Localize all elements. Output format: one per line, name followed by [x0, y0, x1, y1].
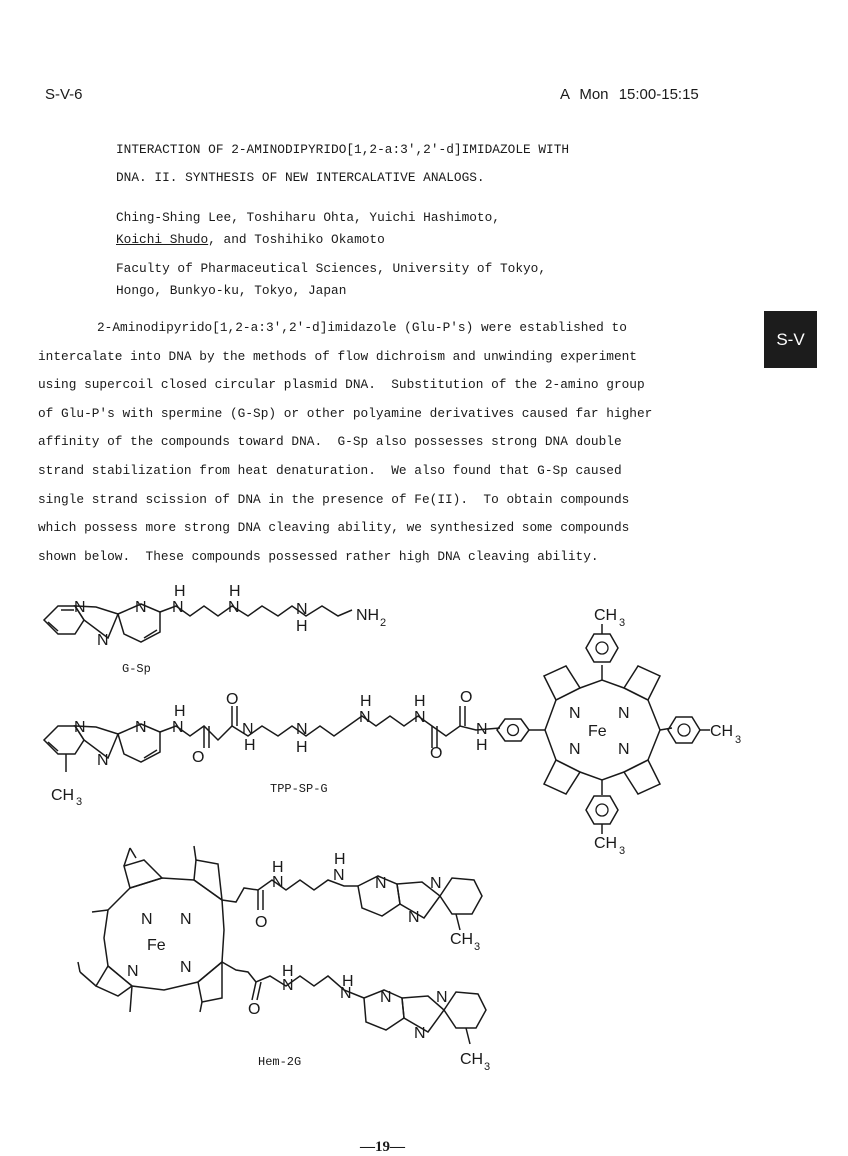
atom-n: N [375, 875, 387, 892]
atom-subscript: 3 [474, 941, 481, 953]
atom-fe: Fe [588, 723, 607, 740]
session-time: A Mon 15:00-15:15 [560, 86, 699, 103]
atom-fe: Fe [147, 937, 166, 954]
atom-subscript: 3 [619, 845, 626, 857]
abstract-line: intercalate into DNA by the methods of flow dichroism and unwinding experiment [38, 348, 637, 364]
atom-n: N [359, 709, 371, 726]
abstract-line: affinity of the compounds toward DNA. G-Sp also possesses strong DNA double [38, 434, 622, 450]
atom-o: O [248, 1001, 261, 1018]
structure-g-sp [44, 583, 386, 649]
title-line-1: INTERACTION OF 2-AMINODIPYRIDO[1,2-a:3',2'-d]IMIDAZOLE WITH [116, 142, 570, 157]
atom-nh: NH [356, 607, 380, 624]
atom-h: H [476, 737, 488, 754]
pyridine-ring-2 [440, 878, 482, 914]
abstract-line: shown below. These compounds possessed rather high DNA cleaving ability. [38, 548, 599, 564]
phenyl-ring [586, 634, 618, 662]
title-line-2: DNA. II. SYNTHESIS OF NEW INTERCALATIVE ANALOGS. [116, 170, 485, 185]
atom-h: H [360, 693, 372, 710]
atom-n: N [135, 599, 147, 616]
compound-label-g-sp: G-Sp [122, 662, 151, 676]
atom-n: N [436, 989, 448, 1006]
atom-n: N [97, 632, 109, 649]
atom-n: N [476, 721, 488, 738]
atom-n: N [97, 752, 109, 769]
atom-h: H [334, 851, 346, 868]
atom-n: N [74, 719, 86, 736]
atom-n: N [569, 741, 581, 758]
atom-h: H [174, 583, 186, 600]
atom-h: H [296, 739, 308, 756]
atom-n: N [414, 709, 426, 726]
atom-h: H [296, 618, 308, 635]
atom-ch: CH [51, 787, 75, 804]
atom-n: N [340, 985, 352, 1002]
atom-h: H [229, 583, 241, 600]
atom-o: O [430, 745, 443, 762]
phenyl-ring [586, 796, 618, 824]
atom-n: N [180, 911, 192, 928]
atom-n: N [408, 909, 420, 926]
atom-h: H [414, 693, 426, 710]
atom-n: N [228, 599, 240, 616]
atom-n: N [272, 874, 284, 891]
atom-h: H [282, 963, 294, 980]
atom-ch: CH [594, 835, 618, 852]
pyridine-ring-2 [444, 992, 486, 1028]
heme-core [78, 846, 224, 1012]
atom-h: H [342, 973, 354, 990]
atom-ch: CH [594, 607, 618, 624]
atom-n: N [242, 721, 254, 738]
atom-h: H [272, 859, 284, 876]
atom-n: N [618, 741, 630, 758]
atom-n: N [172, 599, 184, 616]
atom-n: N [430, 875, 442, 892]
structure-tpp-sp-g [44, 607, 741, 857]
atom-h: H [244, 737, 256, 754]
atom-n: N [380, 989, 392, 1006]
atom-n: N [74, 599, 86, 616]
atom-n: N [180, 959, 192, 976]
atom-subscript: 3 [76, 796, 83, 808]
atom-n: N [141, 911, 153, 928]
abstract-line: of Glu-P's with spermine (G-Sp) or other polyamine derivatives caused far higher [38, 405, 653, 421]
atom-o: O [226, 691, 239, 708]
authors-line-2-rest: , and Toshihiko Okamoto [208, 232, 385, 247]
abstract-line: which possess more strong DNA cleaving ability, we synthesized some compounds [38, 520, 630, 536]
atom-o: O [255, 914, 268, 931]
abstract-line: single strand scission of DNA in the presence of Fe(II). To obtain compounds [38, 491, 630, 507]
atom-n: N [569, 705, 581, 722]
atom-ch: CH [450, 931, 474, 948]
session-code: S-V-6 [45, 86, 83, 103]
structure-hem-2g [78, 846, 490, 1073]
atom-subscript: 3 [619, 617, 626, 629]
atom-n: N [333, 867, 345, 884]
abstract-line: strand stabilization from heat denaturation. We also found that G-Sp caused [38, 462, 622, 478]
atom-o: O [460, 689, 473, 706]
atom-n: N [618, 705, 630, 722]
authors-line-1: Ching-Shing Lee, Toshiharu Ohta, Yuichi Hashimoto, [116, 210, 500, 225]
phenyl-ring [668, 717, 700, 743]
atom-subscript: 3 [484, 1061, 491, 1073]
atom-n: N [414, 1025, 426, 1042]
porphyrin-core [544, 665, 672, 795]
abstract-line: using supercoil closed circular plasmid DNA. Substitution of the 2-amino group [38, 377, 645, 393]
presenting-author: Koichi Shudo [116, 232, 209, 247]
compound-label-tpp-sp-g: TPP-SP-G [270, 782, 328, 796]
atom-n: N [135, 719, 147, 736]
atom-h: H [174, 703, 186, 720]
atom-n: N [296, 721, 308, 738]
atom-n: N [296, 601, 308, 618]
atom-ch: CH [460, 1051, 484, 1068]
phenyl-ring [497, 719, 529, 741]
atom-subscript: 3 [735, 734, 742, 746]
affiliation-line-1: Faculty of Pharmaceutical Sciences, University of Tokyo, [116, 261, 547, 276]
affiliation-line-2: Hongo, Bunkyo-ku, Tokyo, Japan [116, 283, 347, 298]
atom-n: N [282, 977, 294, 994]
atom-n: N [127, 963, 139, 980]
atom-o: O [192, 749, 205, 766]
section-tab: S-V [764, 311, 817, 368]
compound-label-hem-2g: Hem-2G [258, 1055, 302, 1069]
atom-n: N [172, 719, 184, 736]
abstract-line: 2-Aminodipyrido[1,2-a:3',2'-d]imidazole (Glu-P's) were established to [97, 320, 627, 335]
atom-ch: CH [710, 723, 734, 740]
page-number: —19— [360, 1139, 405, 1155]
atom-subscript: 2 [380, 617, 387, 629]
